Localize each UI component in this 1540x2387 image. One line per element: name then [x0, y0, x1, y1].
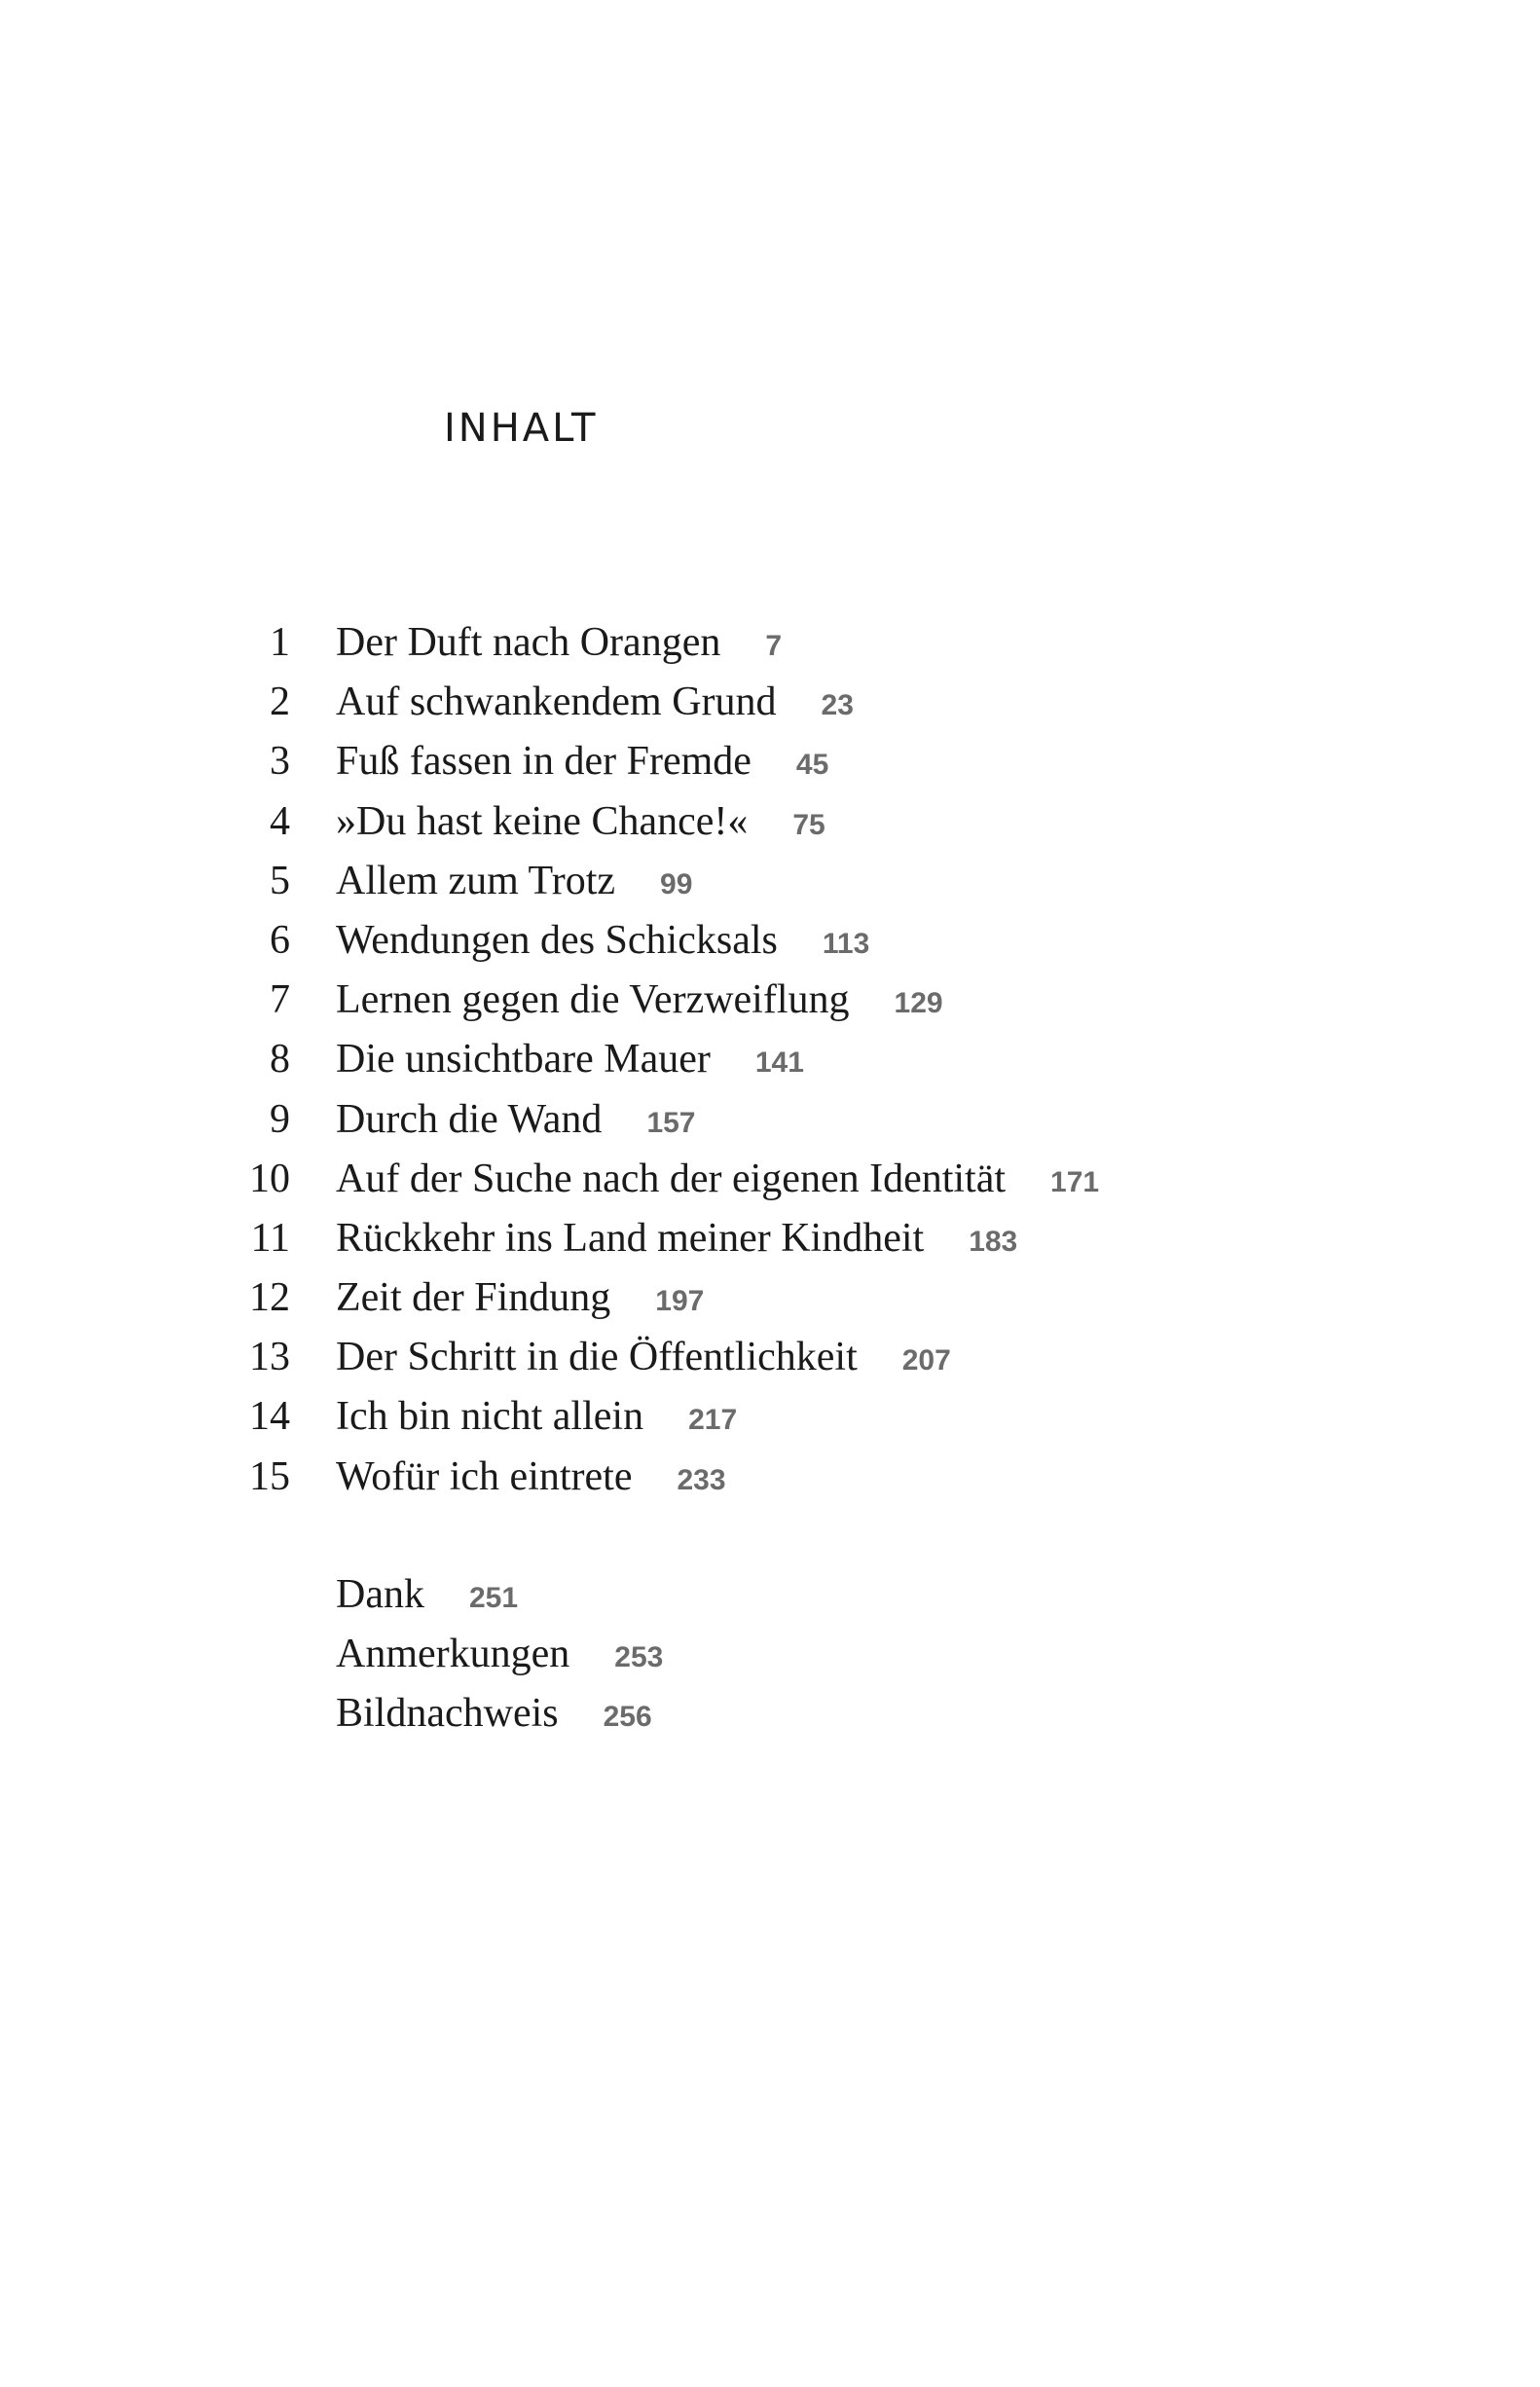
chapter-title: »Du hast keine Chance!«: [336, 798, 749, 844]
back-matter-title: Anmerkungen: [336, 1632, 570, 1677]
back-matter-title: Bildnachweis: [336, 1691, 559, 1737]
chapter-number: 9: [270, 1096, 290, 1142]
toc-entry: [234, 619, 1304, 679]
toc-entry: [234, 738, 1304, 797]
chapter-title: Zeit der Findung: [336, 1275, 611, 1321]
chapter-title: Wofür ich eintrete: [336, 1453, 633, 1499]
page-number: 233: [677, 1463, 726, 1496]
page-number: 157: [646, 1106, 696, 1139]
page-number: 45: [795, 749, 829, 782]
toc-entry-back-matter: [234, 1631, 1304, 1690]
chapter-number: 13: [249, 1335, 290, 1380]
chapter-title: Fuß fassen in der Fremde: [336, 739, 752, 785]
chapter-number: 5: [270, 858, 290, 903]
chapter-number: 10: [249, 1156, 290, 1201]
page-number: 113: [822, 927, 870, 960]
page-number: 207: [901, 1344, 951, 1377]
chapter-title: Auf der Suche nach der eigenen Identität: [336, 1156, 1007, 1201]
toc-entry: [234, 917, 1304, 976]
page-number: 99: [660, 867, 693, 900]
toc-entry: [234, 1453, 1304, 1513]
chapter-title: Lernen gegen die Verzweiflung: [336, 977, 850, 1023]
toc-entry: [234, 679, 1304, 738]
toc-entry: [234, 858, 1304, 917]
page-number: 183: [969, 1225, 1018, 1258]
chapter-list: [234, 619, 1304, 1513]
toc-entry: [234, 1274, 1304, 1334]
page-number: 75: [792, 808, 825, 841]
chapter-title: Rückkehr ins Land meiner Kindheit: [336, 1215, 925, 1261]
chapter-number: 2: [270, 679, 290, 725]
chapter-number: 14: [249, 1394, 290, 1440]
chapter-title: Wendungen des Schicksals: [336, 917, 778, 963]
chapter-number: 3: [270, 739, 290, 785]
chapter-title: Auf schwankendem Grund: [336, 679, 777, 725]
chapter-number: 15: [249, 1453, 290, 1499]
toc-entry-back-matter: [234, 1571, 1304, 1631]
toc-entry: [234, 976, 1304, 1036]
page-number: 171: [1050, 1165, 1100, 1198]
toc-entry: [234, 1096, 1304, 1156]
toc-entry: [234, 1156, 1304, 1215]
toc-entry: [234, 1334, 1304, 1393]
page-number: 197: [655, 1285, 705, 1318]
chapter-title: Ich bin nicht allein: [336, 1394, 644, 1440]
chapter-number: 7: [270, 977, 290, 1023]
page-number: 251: [468, 1582, 519, 1614]
page-number: 253: [614, 1641, 664, 1674]
page-number: 7: [765, 630, 783, 662]
chapter-title: Der Schritt in die Öffentlichkeit: [336, 1335, 858, 1380]
toc-heading: INHALT: [444, 406, 599, 451]
chapter-number: 12: [249, 1275, 290, 1321]
toc-entry-back-matter: [234, 1690, 1304, 1749]
back-matter-list: [234, 1571, 1304, 1750]
chapter-title: Der Duft nach Orangen: [336, 620, 721, 665]
chapter-number: 11: [250, 1215, 290, 1261]
page-number: 256: [603, 1701, 652, 1734]
toc-entry: [234, 1393, 1304, 1452]
chapter-title: Die unsichtbare Mauer: [336, 1037, 711, 1083]
chapter-number: 1: [270, 620, 290, 665]
chapter-number: 6: [270, 917, 290, 963]
chapter-title: Allem zum Trotz: [336, 858, 616, 903]
toc-entry: [234, 798, 1304, 858]
chapter-number: 4: [270, 798, 290, 844]
back-matter-title: Dank: [336, 1572, 424, 1617]
page-number: 217: [688, 1404, 738, 1437]
toc-entry: [234, 1036, 1304, 1095]
page-number: 141: [754, 1047, 804, 1080]
chapter-title: Durch die Wand: [336, 1096, 603, 1142]
page-number: 23: [821, 689, 854, 722]
page-number: 129: [894, 987, 943, 1020]
chapter-number: 8: [270, 1037, 290, 1083]
toc-entry: [234, 1215, 1304, 1274]
